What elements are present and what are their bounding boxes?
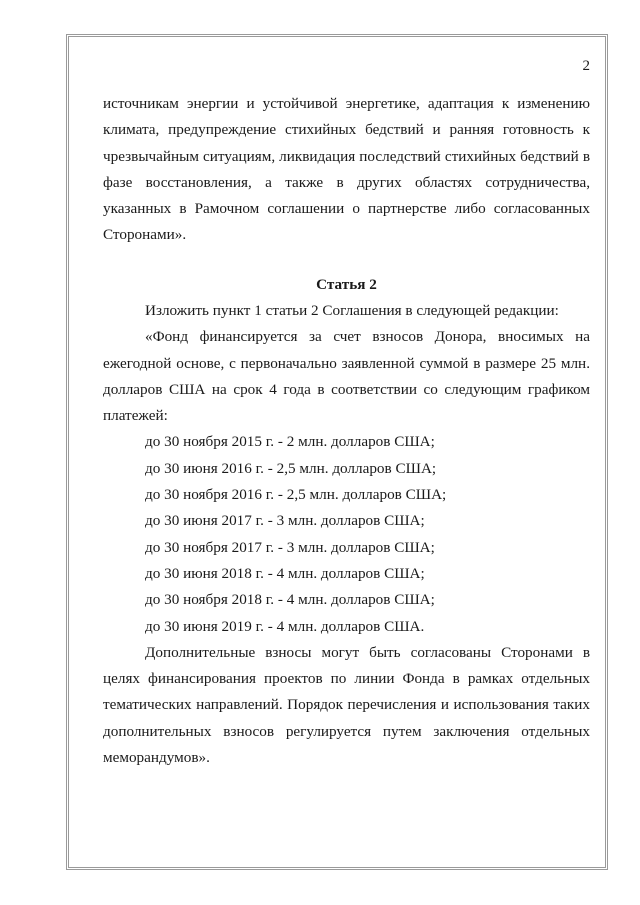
fund-paragraph: «Фонд финансируется за счет взносов Донора, вносимых на ежегодной основе, с первоначально заявленной суммой в размере 25 млн. долларов США на срок 4 года в соответствии со следующим графиком платежей: xyxy=(103,328,590,425)
schedule-item: до 30 июня 2018 г. - 4 млн. долларов США; xyxy=(145,564,425,582)
intro-paragraph-block xyxy=(103,91,590,249)
schedule-item: до 30 ноября 2017 г. - 3 млн. долларов США; xyxy=(145,538,435,556)
article-heading: Статья 2 xyxy=(316,276,377,293)
schedule-item: до 30 июня 2017 г. - 3 млн. долларов США; xyxy=(145,512,425,530)
additional-contributions-paragraph: Дополнительные взносы могут быть согласованы Сторонами в целях финансирования проектов по линии Фонда в рамках отдельных тематических направлений. Порядок перечисления и использования таких дополнительных взносов регулируется путем заключения отдельных меморандумов». xyxy=(103,643,590,767)
schedule-item: до 30 ноября 2018 г. - 4 млн. долларов США; xyxy=(145,591,435,609)
payment-schedule-list xyxy=(103,429,590,639)
schedule-item: до 30 июня 2019 г. - 4 млн. долларов США. xyxy=(145,617,425,635)
instruction-paragraph: Изложить пункт 1 статьи 2 Соглашения в следующей редакции: xyxy=(145,302,559,319)
schedule-item: до 30 ноября 2015 г. - 2 млн. долларов США; xyxy=(145,433,435,451)
schedule-item: до 30 ноября 2016 г. - 2,5 млн. долларов США; xyxy=(145,486,447,504)
article-body xyxy=(103,298,590,771)
intro-paragraph: источникам энергии и устойчивой энергетике, адаптация к изменению климата, предупреждение стихийных бедствий и ранняя готовность к чрезвычайным ситуациям, ликвидация последствий стихийных бедствий в фазе восстановления, а также в других областях сотрудничества, указанных в Рамочном соглашении о партнерстве либо согласованных Сторонами». xyxy=(103,95,590,244)
schedule-item: до 30 июня 2016 г. - 2,5 млн. долларов США; xyxy=(145,459,437,477)
page-number: 2 xyxy=(582,58,590,74)
